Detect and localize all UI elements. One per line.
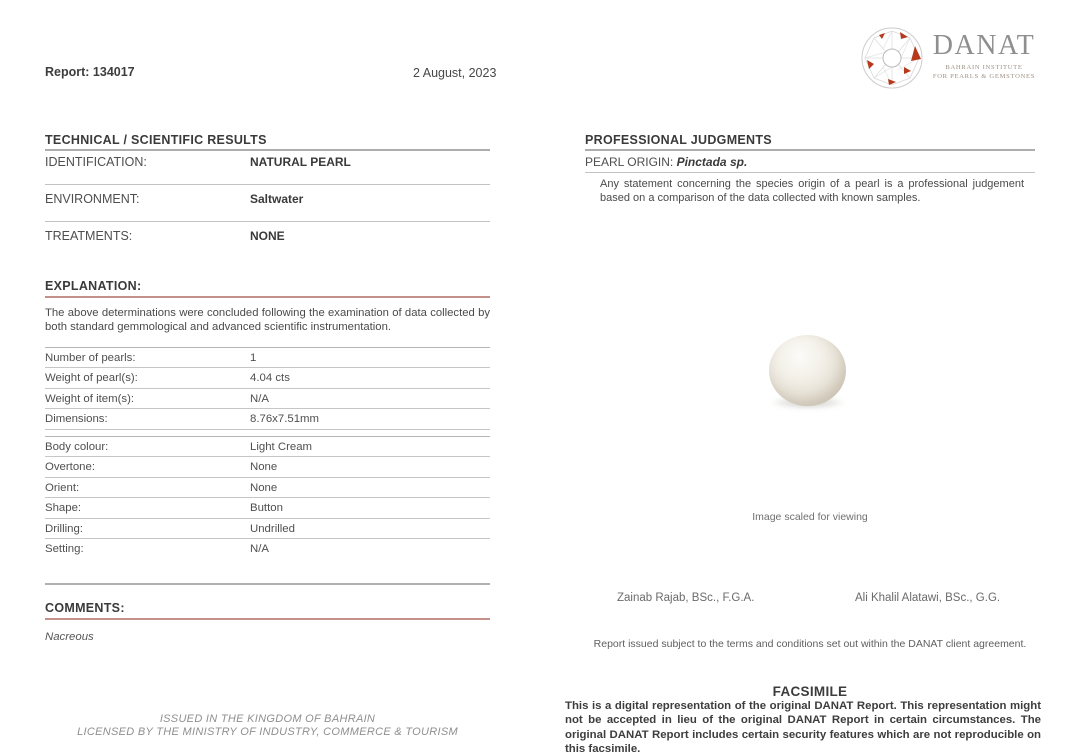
row-value: 1: [250, 352, 257, 364]
row-value: N/A: [250, 392, 269, 405]
explanation-title-rule: [45, 296, 490, 298]
table-row: [45, 498, 490, 518]
row-value: 4.04 cts: [250, 372, 290, 385]
table-row: [45, 539, 490, 559]
row-label: Weight of pearl(s):: [45, 372, 138, 385]
row-label: Weight of item(s):: [45, 392, 135, 405]
logo-text-block: [932, 30, 1036, 80]
identification-label: IDENTIFICATION:: [45, 155, 147, 169]
treatments-value: NONE: [250, 229, 285, 243]
danat-gem-icon: [860, 26, 924, 90]
terms-statement: Report issued subject to the terms and conditions set out within the DANAT client agreement.: [593, 638, 1027, 650]
logo-wordmark: DANAT: [932, 30, 1036, 61]
row-label: Drilling:: [45, 522, 83, 535]
identification-value: NATURAL PEARL: [250, 155, 351, 169]
row-value: None: [250, 461, 278, 474]
origin-note: Any statement concerning the species origin of a pearl is a professional judgement based on a comparison of the data collected with known samples.: [600, 178, 1024, 204]
footer-licensed-line: LICENSED BY THE MINISTRY OF INDUSTRY, COMMERCE & TOURISM: [77, 726, 458, 738]
table-row: [45, 437, 490, 457]
row-label: Body colour:: [45, 441, 109, 453]
row-value: None: [250, 481, 278, 494]
row-value: Button: [250, 502, 283, 515]
row-label: Setting:: [45, 542, 84, 555]
row-value: N/A: [250, 542, 269, 555]
report-date: 2 August, 2023: [413, 66, 497, 80]
technical-title-rule: [45, 149, 490, 151]
row-divider: [585, 172, 1035, 173]
technical-results-title: TECHNICAL / SCIENTIFIC RESULTS: [45, 133, 267, 147]
footer-issued-line: ISSUED IN THE KINGDOM OF BAHRAIN: [159, 713, 376, 725]
signature-name-right: Ali Khalil Alatawi, BSc., G.G.: [855, 592, 1001, 604]
environment-label: ENVIRONMENT:: [45, 192, 140, 206]
comments-title: COMMENTS:: [45, 601, 125, 615]
row-label: Dimensions:: [45, 413, 108, 426]
row-value: 8.76x7.51mm: [250, 413, 320, 426]
treatments-label: TREATMENTS:: [45, 229, 133, 243]
table-row: [45, 389, 490, 409]
pearl-appearance-table: [45, 436, 490, 559]
identification-row: [45, 155, 490, 169]
row-divider: [45, 184, 490, 185]
row-divider: [45, 221, 490, 222]
row-value: Light Cream: [250, 441, 313, 453]
table-row: [45, 348, 490, 368]
explanation-body: The above determinations were concluded following the examination of data collected by both standard gemmological and advanced scientific instrumentation.: [45, 307, 490, 333]
pearl-origin-value: Pinctada sp.: [676, 155, 748, 169]
row-label: Shape:: [45, 502, 82, 515]
logo-subtitle-line2: FOR PEARLS & GEMSTONES: [932, 73, 1036, 80]
signature-name-left: Zainab Rajab, BSc., F.G.A.: [617, 592, 755, 604]
row-value: Undrilled: [250, 522, 295, 535]
professional-judgments-title: PROFESSIONAL JUDGMENTS: [585, 133, 772, 147]
explanation-title: EXPLANATION:: [45, 279, 142, 293]
danat-logo: [860, 24, 1040, 94]
facsimile-body: This is a digital representation of the original DANAT Report. This representation might not be accepted in lieu of the original DANAT Report in certain circumstances. The original DANAT Report includes certain security features which are not reproducible on this facsimile.: [565, 700, 1041, 754]
table-row: [45, 478, 490, 498]
facsimile-title: FACSIMILE: [772, 684, 848, 699]
pearl-image: [769, 335, 846, 406]
table-row: [45, 368, 490, 388]
judgments-title-rule: [585, 149, 1035, 151]
environment-value: Saltwater: [250, 192, 304, 206]
treatments-row: [45, 229, 490, 243]
row-label: Overtone:: [45, 461, 96, 474]
environment-row: [45, 192, 490, 206]
report-number: Report: 134017: [45, 65, 135, 79]
logo-subtitle-line1: BAHRAIN INSTITUTE: [945, 64, 1023, 71]
comments-body: Nacreous: [45, 631, 94, 643]
pearl-origin-row: [585, 155, 747, 169]
row-label: Number of pearls:: [45, 352, 136, 364]
row-label: Orient:: [45, 481, 80, 494]
image-caption: Image scaled for viewing: [752, 511, 868, 523]
table-row: [45, 409, 490, 429]
pearl-origin-label: PEARL ORIGIN:: [585, 155, 674, 169]
section-divider: [45, 583, 490, 585]
table-row: [45, 457, 490, 477]
comments-title-rule: [45, 618, 490, 620]
table-row: [45, 519, 490, 539]
pearl-measurements-table: [45, 347, 490, 430]
